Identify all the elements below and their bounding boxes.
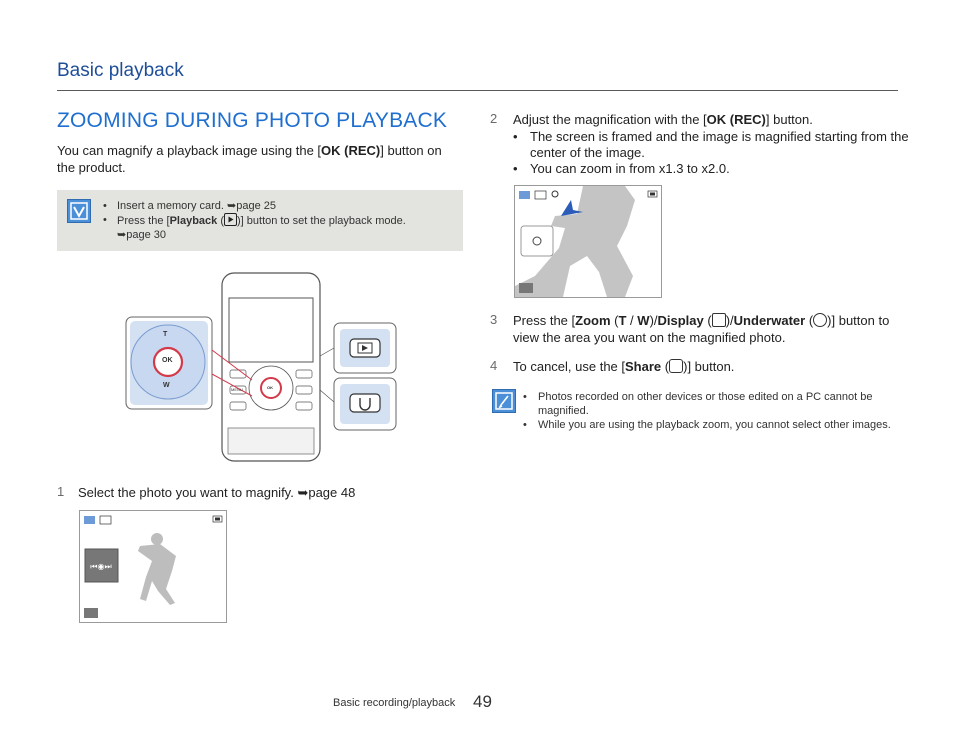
step-button-name: Zoom (575, 313, 611, 328)
intro-text-post: ] button on the product. (57, 143, 442, 175)
device-ok-label: OK (267, 385, 273, 390)
display-icon (712, 313, 726, 327)
note-text: )] button to set the playback mode. (237, 215, 406, 227)
step-button-name: OK (REC) (706, 112, 766, 127)
step-2-text (513, 111, 813, 128)
step-button-name: Underwater (733, 313, 806, 328)
playback-screen-2 (514, 185, 662, 298)
note-item: • While you are using the playback zoom, you cannot select other images. (523, 418, 895, 432)
step-text: / (626, 313, 638, 328)
note-list-2 (523, 390, 895, 432)
ok-button-label: OK (162, 357, 173, 364)
page-ref: ➥page 48 (297, 485, 356, 500)
photo-mode-icon (84, 516, 95, 524)
step-number: 2 (490, 111, 498, 126)
note-text: Insert a memory card. (117, 200, 228, 212)
step-text: ( (610, 313, 619, 328)
page-number: 49 (473, 692, 492, 711)
page-heading: ZOOMING DURING PHOTO PLAYBACK (57, 109, 448, 132)
intro-text-pre: You can magnify a playback image using the [ (57, 143, 322, 158)
step-number: 3 (490, 312, 498, 327)
menu-label: MENU (231, 387, 243, 392)
page-ref: ➥page 25 (227, 200, 277, 212)
step-text: ( (805, 313, 814, 328)
camcorder-illustration (120, 270, 400, 466)
step-number: 1 (57, 484, 65, 499)
note-list (101, 199, 456, 242)
note-button-name: Playback (169, 215, 218, 227)
note-item (101, 199, 456, 213)
step-button-name: T (618, 313, 627, 328)
step-text: )] button to view the area you want on the magnified photo. (513, 313, 890, 345)
step-number: 4 (490, 358, 498, 373)
step-text: ( (703, 313, 712, 328)
note-text: Press the [ (117, 215, 170, 227)
underwater-icon (813, 313, 827, 327)
step-text: ] button. (765, 112, 813, 127)
step-2-bullet: • The screen is framed and the image is magnified starting from the center of the image. (513, 129, 915, 161)
playback-screen-1 (79, 510, 227, 623)
note-item (101, 213, 456, 242)
pencil-note-icon (492, 389, 516, 413)
header-rule (57, 90, 898, 91)
step-button-name: W (637, 313, 650, 328)
step-text: )] button. (683, 359, 735, 374)
step-text: Select the photo you want to magnify. (78, 485, 298, 500)
step-1-text (78, 484, 355, 501)
zoom-t-label: T (163, 331, 168, 338)
note-text: ( (217, 215, 225, 227)
step-3-text (513, 312, 898, 346)
page-ref: ➥page 30 (117, 229, 166, 241)
step-text: )/ (725, 313, 734, 328)
footer-label: Basic recording/playback (333, 697, 456, 709)
step-text: Adjust the magnification with the [ (513, 112, 707, 127)
note-item: • Photos recorded on other devices or those edited on a PC cannot be magnified. (523, 390, 895, 418)
step-4-text (513, 358, 734, 375)
intro-paragraph (57, 142, 462, 176)
step-button-name: Share (625, 359, 662, 374)
step-button-name: Display (657, 313, 704, 328)
note-box (57, 190, 463, 251)
step-text: To cancel, use the [ (513, 359, 626, 374)
playback-icon (224, 213, 237, 226)
intro-button-name: OK (REC) (321, 143, 381, 158)
section-title: Basic playback (57, 60, 184, 81)
svg-text:⏮◉⏭: ⏮◉⏭ (90, 562, 112, 571)
check-note-icon (67, 199, 91, 223)
step-text: )/ (649, 313, 658, 328)
step-2-bullet: • You can zoom in from x1.3 to x2.0. (513, 161, 915, 177)
zoom-w-label: W (163, 382, 170, 389)
share-icon (669, 359, 683, 373)
step-text: Press the [ (513, 313, 576, 328)
step-text: ( (661, 359, 670, 374)
